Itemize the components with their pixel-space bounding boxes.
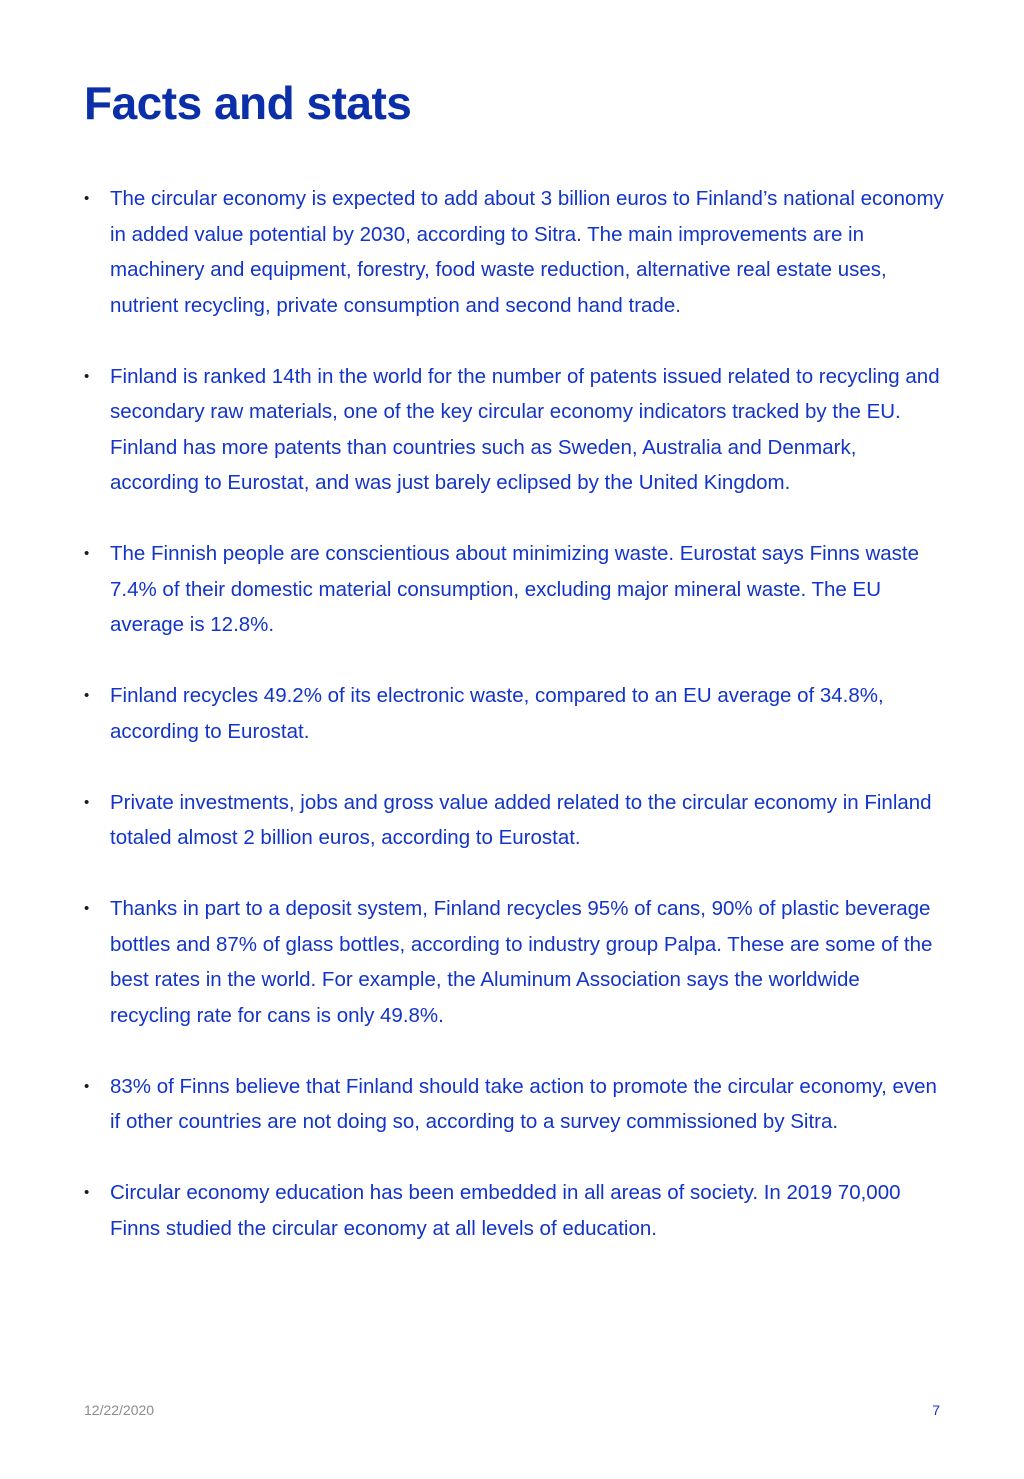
bullet-icon: • bbox=[84, 687, 90, 704]
page-title: Facts and stats bbox=[84, 77, 412, 129]
fact-item-4 bbox=[84, 678, 944, 749]
page-number: 7 bbox=[932, 1402, 940, 1418]
bullet-icon: • bbox=[84, 190, 90, 207]
fact-text: Private investments, jobs and gross value added related to the circular economy in Finland totaled almost 2 billion euros, according to Eurostat. bbox=[110, 790, 932, 849]
footer-date: 12/22/2020 bbox=[84, 1402, 155, 1418]
bullet-icon: • bbox=[84, 793, 90, 811]
fact-text: The Finnish people are conscientious about minimizing waste. Eurostat says Finns waste 7.4% of their domestic material consumption, excluding major mineral waste. The EU average is 12.8%. bbox=[110, 542, 920, 636]
bullet-icon: • bbox=[84, 900, 90, 917]
fact-item-5 bbox=[84, 785, 944, 856]
bullet-icon: • bbox=[84, 545, 90, 562]
bullet-icon: • bbox=[84, 367, 90, 385]
fact-text: The circular economy is expected to add about 3 billion euros to Finland’s national economy in added value potential by 2030, according to Sitra. The main improvements are in machinery and equipment, forestry, food waste reduction, alternative real estate uses, nutrient recycling, private consumption and second hand trade. bbox=[110, 187, 944, 317]
fact-item-7 bbox=[84, 1069, 944, 1140]
fact-text: Thanks in part to a deposit system, Finland recycles 95% of cans, 90% of plastic beverage bottles and 87% of glass bottles, according to industry group Palpa. These are some of the best rates in the world. For example, the Aluminum Association says the worldwide recycling rate for cans is only 49.8%. bbox=[110, 897, 933, 1027]
fact-item-3 bbox=[84, 536, 944, 643]
fact-text: Finland is ranked 14th in the world for the number of patents issued related to recycling and secondary raw materials, one of the key circular economy indicators tracked by the EU. Finland has more patents than countries such as Sweden, Australia and Denmark, according to Eurostat, and was just barely eclipsed by the United Kingdom. bbox=[110, 364, 940, 494]
fact-item-1 bbox=[84, 181, 944, 323]
facts-list bbox=[84, 181, 944, 1282]
fact-item-8 bbox=[84, 1175, 944, 1246]
fact-text: Finland recycles 49.2% of its electronic waste, compared to an EU average of 34.8%, according to Eurostat. bbox=[110, 684, 884, 743]
bullet-icon: • bbox=[84, 1184, 90, 1201]
bullet-icon: • bbox=[84, 1077, 90, 1095]
fact-text: 83% of Finns believe that Finland should take action to promote the circular economy, even if other countries are not doing so, according to a survey commissioned by Sitra. bbox=[110, 1074, 937, 1133]
fact-item-6 bbox=[84, 891, 944, 1033]
fact-text: Circular economy education has been embedded in all areas of society. In 2019 70,000 Finns studied the circular economy at all levels of education. bbox=[110, 1181, 901, 1240]
fact-item-2 bbox=[84, 359, 944, 501]
